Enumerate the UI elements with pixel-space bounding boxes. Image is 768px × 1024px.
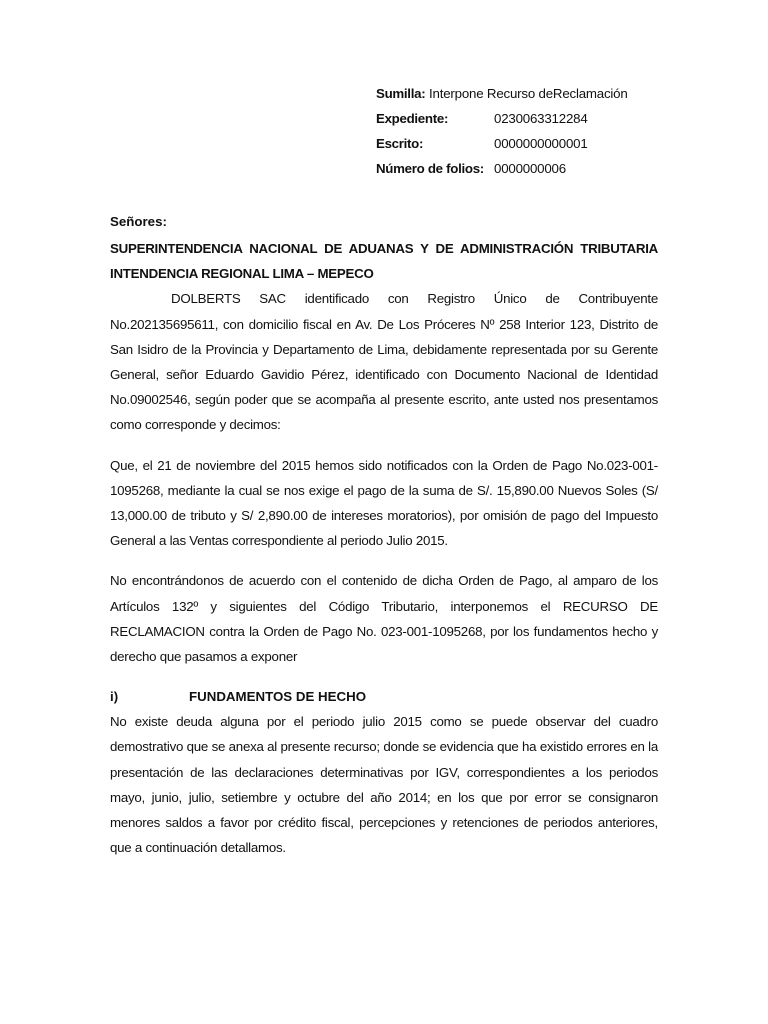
expediente-label: Expediente: [376,111,449,126]
document-header [376,85,628,185]
salutation: Señores: [110,214,167,229]
paragraph-notification: Que, el 21 de noviembre del 2015 hemos sido notificados con la Orden de Pago No.023-001-1095268, mediante la cual se nos exige el pago de la suma de S/. 15,890.00 Nuevos Soles (S/ 13,000.00 de tributo y S/ 2,890.00 de intereses moratorios), por omisión de pago del Impuesto General a las Ventas correspondiente al periodo Julio 2015. [110,457,658,549]
folios-value: 0000000006 [494,161,566,176]
folios-label: Número de folios: [376,161,484,176]
escrito-label: Escrito: [376,136,424,151]
folios-row [376,160,628,185]
section-number: i) [110,689,119,705]
section-title: FUNDAMENTOS DE HECHO [189,689,367,705]
section-paragraph: No existe deuda alguna por el periodo julio 2015 como se puede observar del cuadro demostrativo que se anexa al presente recurso; donde se evidencia que ha existido errores en la presentación de las declaraciones determinativas por IGV, correspondientes a los periodos mayo, junio, julio, setiembre y octubre del año 2014; en los que por error se consignaron menores saldos a favor por crédito fiscal, percepciones y retenciones de periodos anteriores, que a continuación detallamos. [110,714,658,856]
addressee-entity: SUPERINTENDENCIA NACIONAL DE ADUANAS Y DE ADMINISTRACIÓN TRIBUTARIA INTENDENCIA REGIONAL LIMA – MEPECO [110,241,658,282]
paragraph-reclamation: No encontrándonos de acuerdo con el contenido de dicha Orden de Pago, al amparo de los Artículos 132º y siguientes del Código Tributario, interponemos el RECURSO DE RECLAMACION contra la Orden de Pago No. 023-001-1095268, por los fundamentos hecho y derecho que pasamos a exponer [110,573,658,665]
expediente-row [376,110,628,135]
section-heading [110,684,658,709]
escrito-value: 0000000000001 [494,136,588,151]
escrito-row [376,135,628,160]
expediente-value: 0230063312284 [494,111,588,126]
sumilla-label: Sumilla: [376,86,426,101]
intro-paragraph: DOLBERTS SAC identificado con Registro Único de Contribuyente No.202135695611, con domicilio fiscal en Av. De Los Próceres Nº 258 Interior 123, Distrito de San Isidro de la Provincia y Departamento de Lima, debidamente representada por su Gerente General, señor Eduardo Gavidio Pérez, identificado con Documento Nacional de Identidad No.09002546, según poder que se acompaña al presente escrito, ante usted nos presentamos como corresponde y decimos: [110,291,658,433]
sumilla-value: Interpone Recurso deReclamación [429,86,628,101]
sumilla-row [376,85,628,110]
document-body [110,212,658,860]
